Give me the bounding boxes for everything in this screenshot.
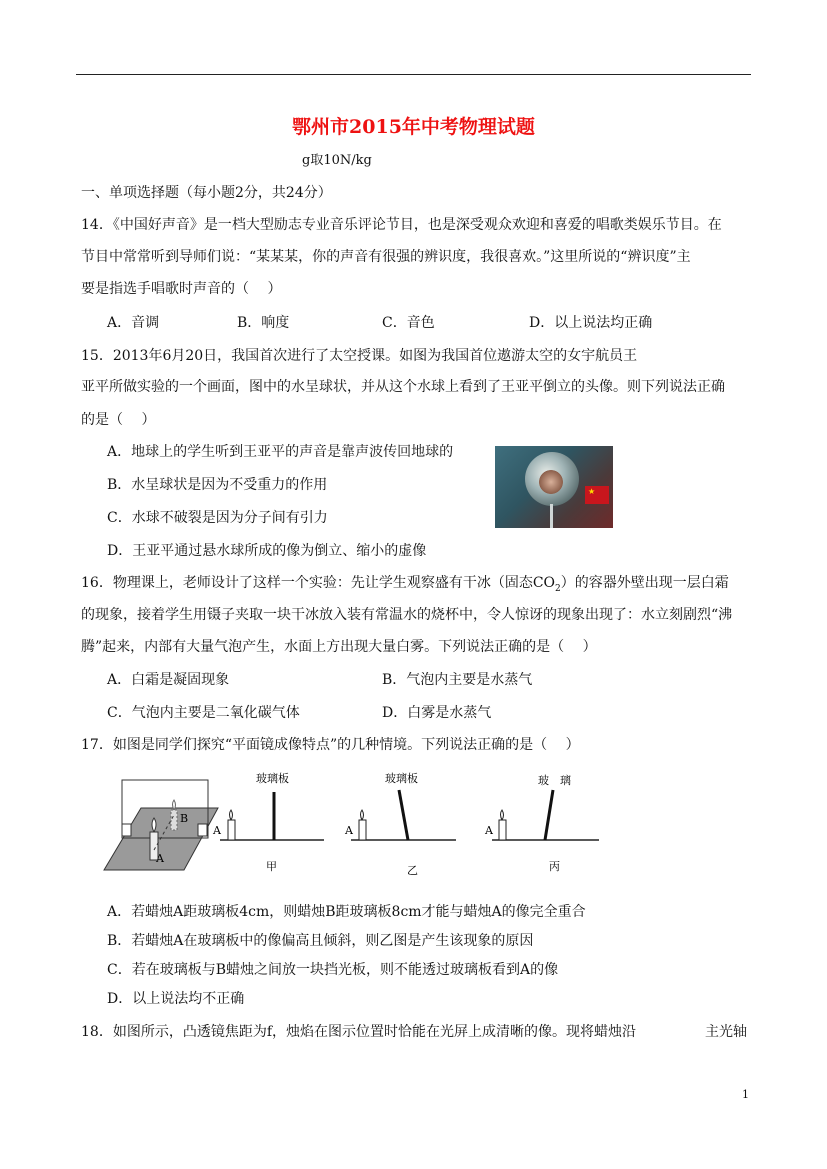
q14-option-a: A．音调 bbox=[107, 315, 160, 331]
q17-line: 17．如图是同学们探究“平面镜成像特点”的几种情境。下列说法正确的是（ ） bbox=[81, 737, 580, 753]
page-number: 1 bbox=[742, 1088, 749, 1101]
q15-line-2: 亚平所做实验的一个画面，图中的水呈球状，并从这个水球上看到了王亚平倒立的头像。则下列说法正确 bbox=[81, 379, 725, 395]
q14-line-2: 节目中常常听到导师们说：“某某某，你的声音有很强的辨识度，我很喜欢。”这里所说的“辨识度”主 bbox=[81, 249, 691, 265]
q16-option-d: D．白雾是水蒸气 bbox=[382, 705, 492, 721]
q14-option-b: B．响度 bbox=[237, 315, 290, 331]
mirror-figure bbox=[96, 770, 616, 880]
header-rule bbox=[76, 74, 751, 75]
figure-jia bbox=[212, 771, 324, 873]
q15-option-b: B．水呈球状是因为不受重力的作用 bbox=[107, 477, 328, 493]
figure-yi bbox=[344, 771, 456, 877]
q16-line-2: 的现象，接着学生用镊子夹取一块干冰放入装有常温水的烧杯中，令人惊讶的现象出现了：水立刻剧烈“沸 bbox=[81, 607, 733, 623]
q16-line-3: 腾”起来，内部有大量气泡产生，水面上方出现大量白雾。下列说法正确的是（ ） bbox=[81, 639, 597, 655]
gravity-note: g取10N/kg bbox=[302, 153, 372, 168]
yi-label-a: A bbox=[345, 824, 353, 837]
q16-option-b: B．气泡内主要是水蒸气 bbox=[382, 672, 533, 688]
q14-option-c: C．音色 bbox=[382, 315, 435, 331]
co2-subscript: 2 bbox=[555, 583, 561, 594]
inverted-face bbox=[539, 470, 563, 494]
caption-bing: 丙 bbox=[549, 860, 560, 873]
bing-glass-label: 玻 璃 bbox=[538, 774, 571, 787]
q16-option-a: A．白霜是凝固现象 bbox=[107, 672, 230, 688]
q15-option-d: D．王亚平通过悬水球所成的像为倒立、缩小的虚像 bbox=[107, 543, 427, 559]
page-title: 鄂州市2015年中考物理试题 bbox=[292, 116, 535, 138]
q14-line-1: 14．《中国好声音》是一档大型励志专业音乐评论节目，也是深受观众欢迎和喜爱的唱歌类娱乐节目。在 bbox=[81, 217, 722, 233]
caption-jia: 甲 bbox=[266, 860, 277, 873]
q15-option-c: C．水球不破裂是因为分子间有引力 bbox=[107, 510, 328, 526]
q17-option-d: D．以上说法均不正确 bbox=[107, 991, 245, 1007]
q15-option-a: A．地球上的学生听到王亚平的声音是靠声波传回地球的 bbox=[107, 444, 454, 460]
flag-icon bbox=[585, 486, 609, 504]
q16-line-1a: 16．物理课上，老师设计了这样一个实验：先让学生观察盛有干冰（固态CO bbox=[81, 575, 556, 591]
q17-option-a: A．若蜡烛A距玻璃板4cm，则蜡烛B距玻璃板8cm才能与蜡烛A的像完全重合 bbox=[107, 904, 586, 920]
section-heading: 一、单项选择题（每小题2分，共24分） bbox=[81, 185, 332, 201]
q15-line-3: 的是（ ） bbox=[81, 412, 156, 428]
yi-glass-label: 玻璃板 bbox=[385, 772, 418, 785]
jia-label-a: A bbox=[213, 824, 221, 837]
q18-line-tail: 主光轴 bbox=[705, 1024, 747, 1040]
ring-stem bbox=[550, 504, 553, 528]
q17-option-c: C．若在玻璃板与B蜡烛之间放一块挡光板，则不能透过玻璃板看到A的像 bbox=[107, 962, 559, 978]
jia-glass-label: 玻璃板 bbox=[256, 772, 289, 785]
q18-line: 18．如图所示，凸透镜焦距为f，烛焰在图示位置时恰能在光屏上成清晰的像。现将蜡烛沿 bbox=[81, 1024, 636, 1040]
mirror-setup-3d bbox=[104, 780, 218, 870]
q16-line-1 bbox=[81, 573, 729, 599]
q16-option-c: C．气泡内主要是二氧化碳气体 bbox=[107, 705, 300, 721]
q16-line-1b: ）的容器外壁出现一层白霜 bbox=[560, 575, 729, 591]
figure-bing bbox=[484, 773, 599, 873]
q15-line-1: 15．2013年6月20日，我国首次进行了太空授课。如图为我国首位遨游太空的女宇航员王 bbox=[81, 348, 638, 364]
bing-label-a: A bbox=[485, 824, 493, 837]
label-a: A bbox=[156, 852, 164, 865]
q14-option-d: D．以上说法均正确 bbox=[529, 315, 653, 331]
caption-yi: 乙 bbox=[407, 864, 418, 877]
water-ball-photo bbox=[495, 446, 613, 528]
q14-line-3: 要是指选手唱歌时声音的（ ） bbox=[81, 281, 282, 297]
label-b: B bbox=[180, 812, 189, 825]
q17-option-b: B．若蜡烛A在玻璃板中的像偏高且倾斜，则乙图是产生该现象的原因 bbox=[107, 933, 534, 949]
